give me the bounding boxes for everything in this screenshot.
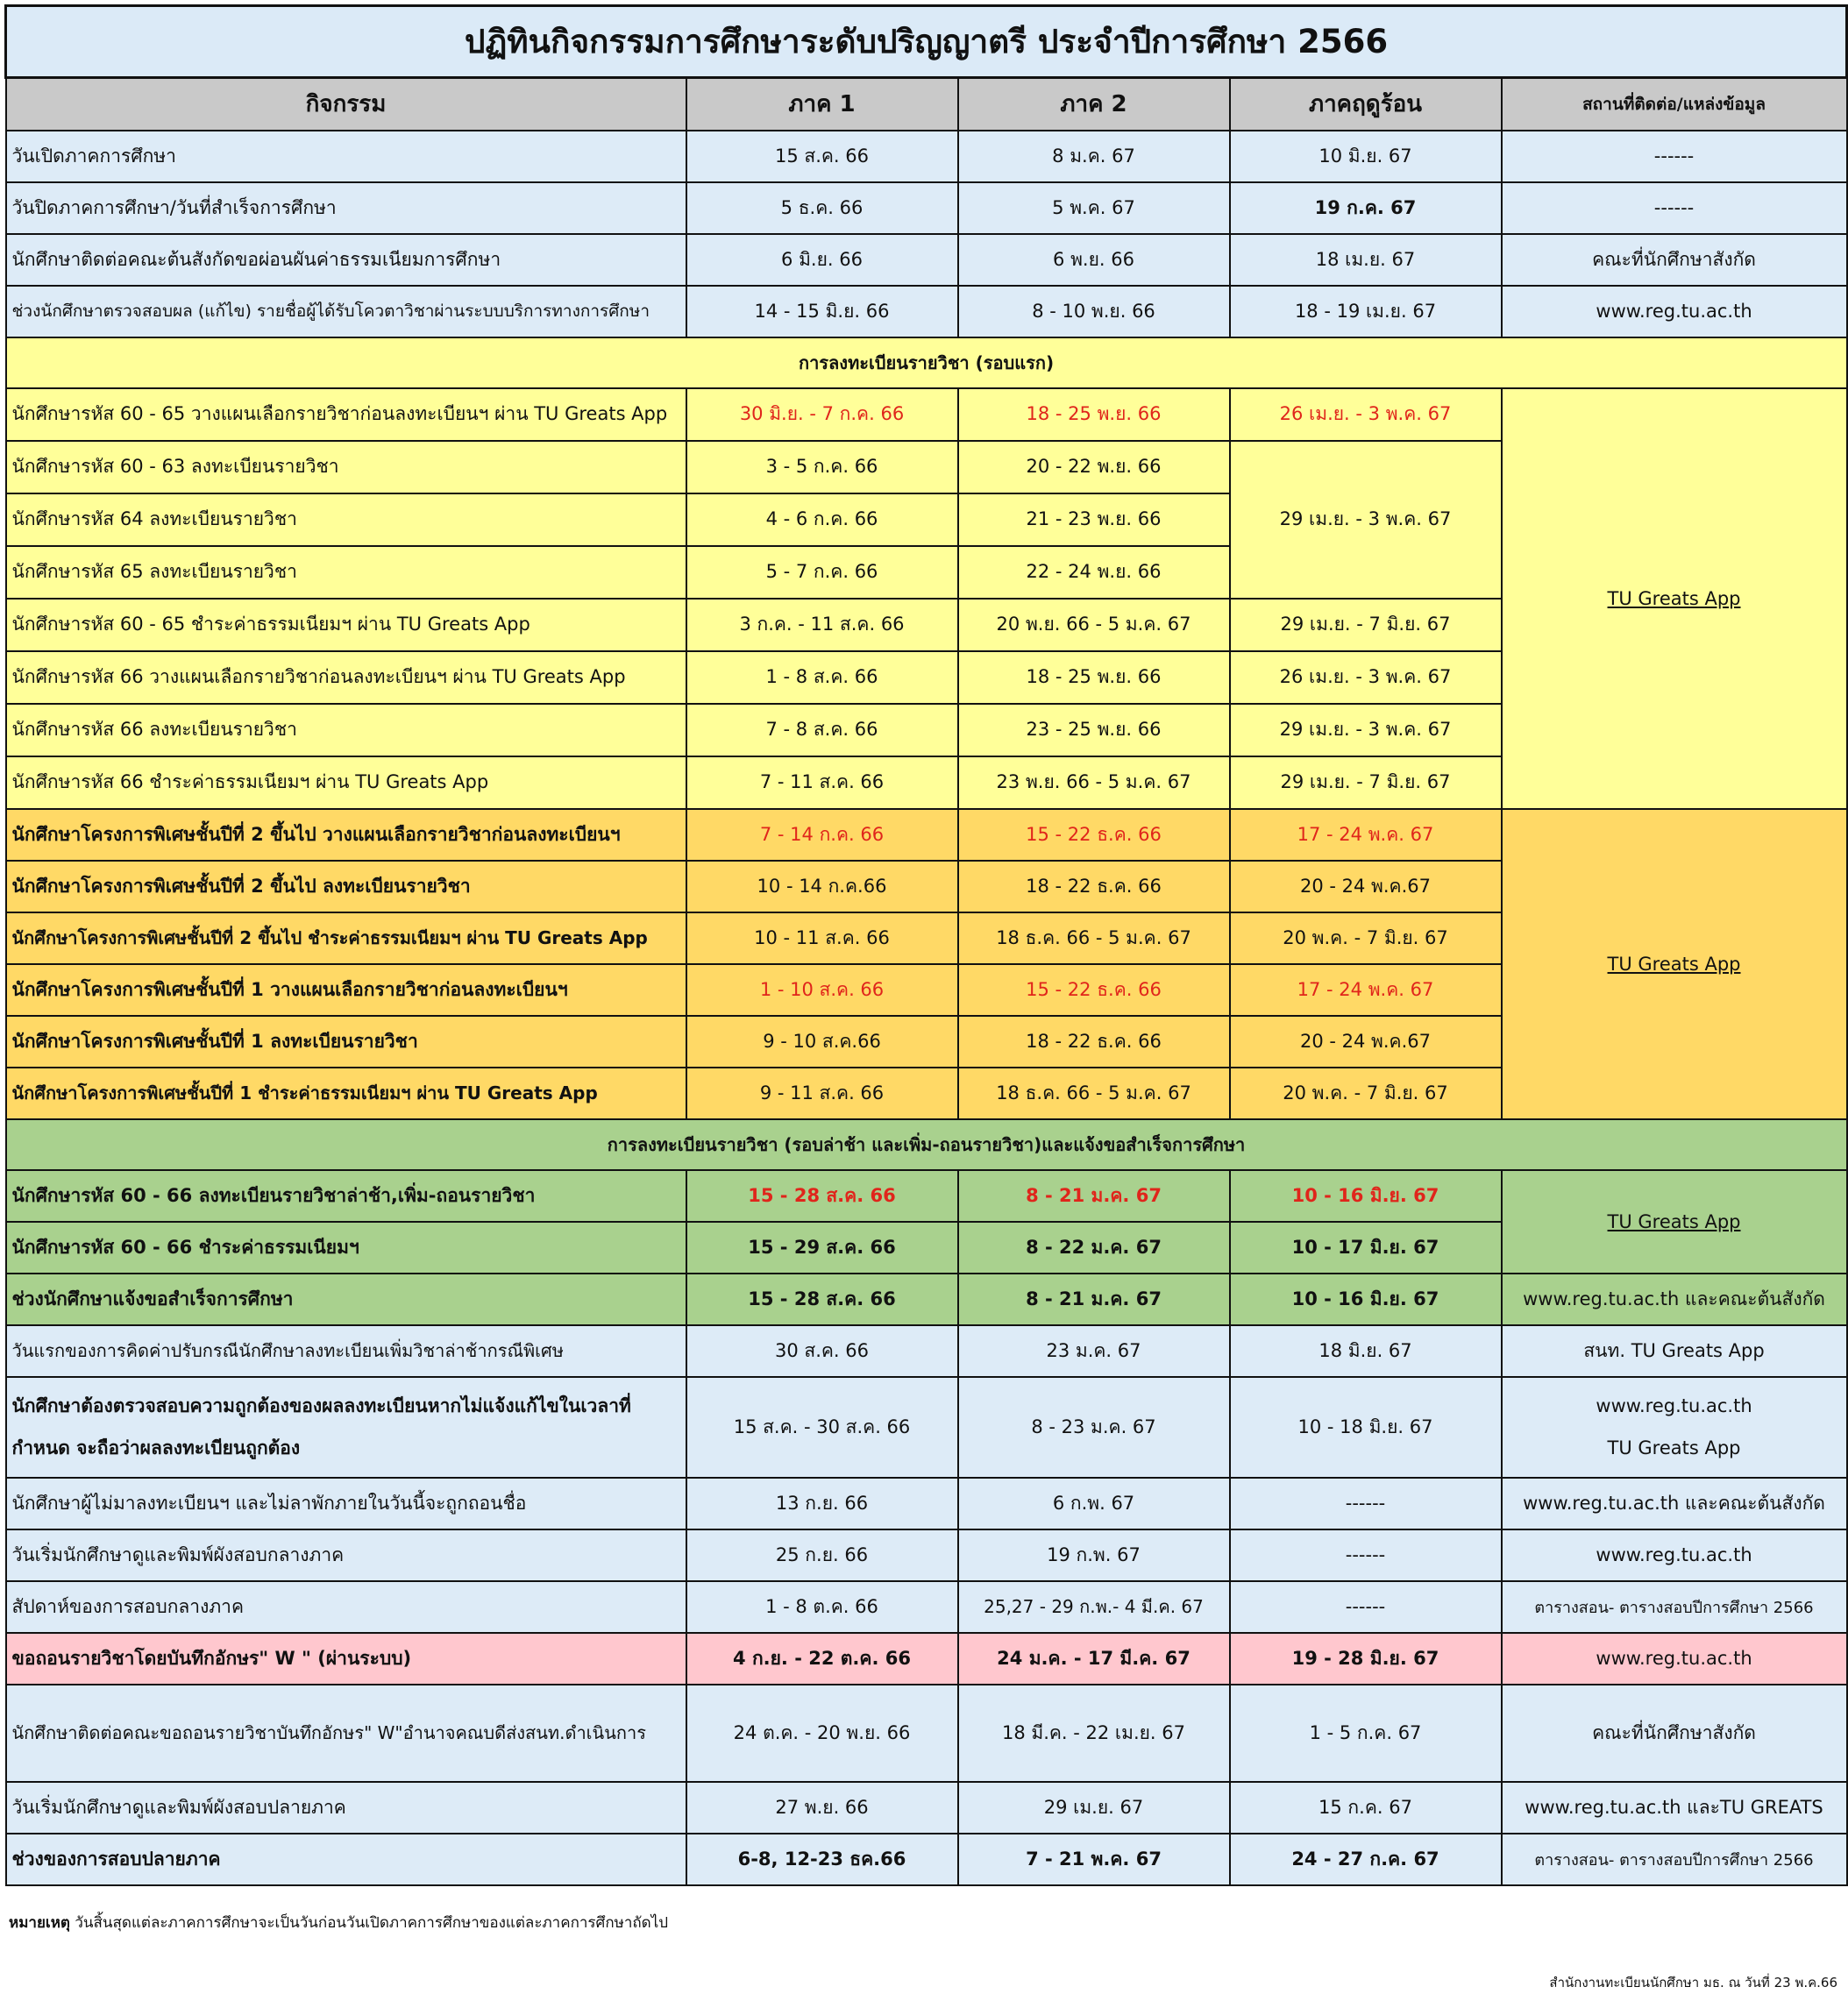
term1-cell: 30 ส.ค. 66 — [686, 1325, 958, 1377]
summer-cell: 19 ก.ค. 67 — [1230, 182, 1502, 234]
summer-cell: 10 มิ.ย. 67 — [1230, 131, 1502, 182]
activity-cell: ขอถอนรายวิชาโดยบันทึกอักษร" W " (ผ่านระบบ) — [6, 1633, 686, 1685]
activity-cell: นักศึกษารหัส 66 ชำระค่าธรรมเนียมฯ ผ่าน TU Greats App — [6, 756, 686, 809]
source-link[interactable]: www.reg.tu.ac.th — [1502, 1633, 1847, 1685]
source-cell: www.reg.tu.ac.th — [1502, 1529, 1847, 1581]
summer-cell: 15 ก.ค. 67 — [1230, 1782, 1502, 1834]
term2-cell: 8 - 21 ม.ค. 67 — [958, 1170, 1230, 1222]
office-footer: สำนักงานทะเบียนนักศึกษา มธ. ณ วันที่ 23 พ.ค.66 — [1549, 1975, 1837, 1990]
activity-cell: นักศึกษารหัส 60 - 65 วางแผนเลือกรายวิชาก่อนลงทะเบียนฯ ผ่าน TU Greats App — [6, 388, 686, 441]
source-link[interactable]: www.reg.tu.ac.th — [1502, 286, 1847, 337]
table-row — [6, 1581, 1847, 1633]
summer-cell: ------ — [1230, 1478, 1502, 1529]
activity-cell: นักศึกษาติดต่อคณะขอถอนรายวิชาบันทึกอักษร" W"อำนาจคณบดีส่งสนท.ดำเนินการ — [6, 1685, 686, 1782]
term1-cell: 10 - 11 ส.ค. 66 — [686, 912, 958, 964]
activity-cell: นักศึกษารหัส 66 ลงทะเบียนรายวิชา — [6, 704, 686, 756]
activity-cell: นักศึกษารหัส 60 - 65 ชำระค่าธรรมเนียมฯ ผ่าน TU Greats App — [6, 599, 686, 651]
section-header-first-round: การลงทะเบียนรายวิชา (รอบแรก) — [6, 337, 1847, 388]
term1-cell: 25 ก.ย. 66 — [686, 1529, 958, 1581]
source-line[interactable]: www.reg.tu.ac.th — [1596, 1395, 1752, 1416]
term2-cell: 18 ธ.ค. 66 - 5 ม.ค. 67 — [958, 912, 1230, 964]
term1-cell: 30 มิ.ย. - 7 ก.ค. 66 — [686, 388, 958, 441]
activity-cell: นักศึกษารหัส 60 - 66 ชำระค่าธรรมเนียมฯ — [6, 1222, 686, 1274]
term1-cell: 1 - 8 ต.ค. 66 — [686, 1581, 958, 1633]
activity-cell: วันเปิดภาคการศึกษา — [6, 131, 686, 182]
activity-cell: นักศึกษาโครงการพิเศษชั้นปีที่ 1 วางแผนเลือกรายวิชาก่อนลงทะเบียนฯ — [6, 964, 686, 1016]
summer-cell: 24 - 27 ก.ค. 67 — [1230, 1834, 1502, 1885]
source-cell: www.reg.tu.ac.th และคณะต้นสังกัด — [1502, 1274, 1847, 1325]
table-row — [6, 182, 1847, 234]
header-activity: กิจกรรม — [6, 78, 686, 131]
term1-cell: 7 - 11 ส.ค. 66 — [686, 756, 958, 809]
summer-cell: 19 - 28 มิ.ย. 67 — [1230, 1633, 1502, 1685]
term2-cell: 8 - 10 พ.ย. 66 — [958, 286, 1230, 337]
table-row — [6, 1834, 1847, 1885]
summer-cell: 26 เม.ย. - 3 พ.ค. 67 — [1230, 388, 1502, 441]
term2-cell: 15 - 22 ธ.ค. 66 — [958, 809, 1230, 861]
term1-cell: 3 - 5 ก.ค. 66 — [686, 441, 958, 493]
summer-cell: 18 เม.ย. 67 — [1230, 234, 1502, 286]
table-row — [6, 1529, 1847, 1581]
term2-cell: 7 - 21 พ.ค. 67 — [958, 1834, 1230, 1885]
summer-cell: 20 พ.ค. - 7 มิ.ย. 67 — [1230, 912, 1502, 964]
term1-cell: 5 ธ.ค. 66 — [686, 182, 958, 234]
source-cell: ตารางสอน- ตารางสอบปีการศึกษา 2566 — [1502, 1834, 1847, 1885]
summer-cell: 20 - 24 พ.ค.67 — [1230, 1016, 1502, 1068]
activity-cell: นักศึกษาผู้ไม่มาลงทะเบียนฯ และไม่ลาพักภายในวันนี้จะถูกถอนชื่อ — [6, 1478, 686, 1529]
source-cell: www.reg.tu.ac.th และคณะต้นสังกัด — [1502, 1478, 1847, 1529]
summer-cell: ------ — [1230, 1581, 1502, 1633]
table-row — [6, 1170, 1847, 1222]
term2-cell: 25,27 - 29 ก.พ.- 4 มี.ค. 67 — [958, 1581, 1230, 1633]
term1-cell: 5 - 7 ก.ค. 66 — [686, 546, 958, 599]
term1-cell: 6-8, 12-23 ธค.66 — [686, 1834, 958, 1885]
term1-cell: 4 - 6 ก.ค. 66 — [686, 493, 958, 546]
summer-cell: 29 เม.ย. - 7 มิ.ย. 67 — [1230, 756, 1502, 809]
summer-cell: 10 - 17 มิ.ย. 67 — [1230, 1222, 1502, 1274]
term1-cell: 1 - 10 ส.ค. 66 — [686, 964, 958, 1016]
term1-cell: 15 ส.ค. 66 — [686, 131, 958, 182]
term1-cell: 15 - 29 ส.ค. 66 — [686, 1222, 958, 1274]
summer-cell: 26 เม.ย. - 3 พ.ค. 67 — [1230, 651, 1502, 704]
term2-cell: 22 - 24 พ.ย. 66 — [958, 546, 1230, 599]
term2-cell: 18 - 25 พ.ย. 66 — [958, 651, 1230, 704]
activity-cell: นักศึกษารหัส 60 - 63 ลงทะเบียนรายวิชา — [6, 441, 686, 493]
activity-cell: นักศึกษาโครงการพิเศษชั้นปีที่ 1 ชำระค่าธรรมเนียมฯ ผ่าน TU Greats App — [6, 1068, 686, 1119]
summer-cell: 18 - 19 เม.ย. 67 — [1230, 286, 1502, 337]
summer-cell: 10 - 16 มิ.ย. 67 — [1230, 1274, 1502, 1325]
term1-cell: 3 ก.ค. - 11 ส.ค. 66 — [686, 599, 958, 651]
footnote-label: หมายเหตุ — [9, 1914, 70, 1932]
term2-cell: 18 ธ.ค. 66 - 5 ม.ค. 67 — [958, 1068, 1230, 1119]
term2-cell: 24 ม.ค. - 17 มี.ค. 67 — [958, 1633, 1230, 1685]
term1-cell: 10 - 14 ก.ค.66 — [686, 861, 958, 912]
term1-cell: 9 - 10 ส.ค.66 — [686, 1016, 958, 1068]
term1-cell: 15 ส.ค. - 30 ส.ค. 66 — [686, 1377, 958, 1478]
term1-cell: 7 - 14 ก.ค. 66 — [686, 809, 958, 861]
header-term2: ภาค 2 — [958, 78, 1230, 131]
activity-cell: นักศึกษารหัส 66 วางแผนเลือกรายวิชาก่อนลงทะเบียนฯ ผ่าน TU Greats App — [6, 651, 686, 704]
activity-cell: ช่วงนักศึกษาแจ้งขอสำเร็จการศึกษา — [6, 1274, 686, 1325]
term1-cell: 27 พ.ย. 66 — [686, 1782, 958, 1834]
activity-cell: นักศึกษาโครงการพิเศษชั้นปีที่ 2 ขึ้นไป วางแผนเลือกรายวิชาก่อนลงทะเบียนฯ — [6, 809, 686, 861]
source-cell: คณะที่นักศึกษาสังกัด — [1502, 234, 1847, 286]
term1-cell: 15 - 28 ส.ค. 66 — [686, 1170, 958, 1222]
term2-cell: 23 - 25 พ.ย. 66 — [958, 704, 1230, 756]
term2-cell: 18 - 22 ธ.ค. 66 — [958, 861, 1230, 912]
term2-cell: 20 พ.ย. 66 - 5 ม.ค. 67 — [958, 599, 1230, 651]
term2-cell: 8 - 22 ม.ค. 67 — [958, 1222, 1230, 1274]
source-line[interactable]: TU Greats App — [1607, 1437, 1741, 1458]
header-term1: ภาค 1 — [686, 78, 958, 131]
table-row — [6, 1782, 1847, 1834]
activity-cell: นักศึกษาติดต่อคณะต้นสังกัดขอผ่อนผันค่าธรรมเนียมการศึกษา — [6, 234, 686, 286]
term1-cell: 9 - 11 ส.ค. 66 — [686, 1068, 958, 1119]
source-cell: ตารางสอน- ตารางสอบปีการศึกษา 2566 — [1502, 1581, 1847, 1633]
activity-cell: วันเริ่มนักศึกษาดูและพิมพ์ผังสอบกลางภาค — [6, 1529, 686, 1581]
section-header-late-registration: การลงทะเบียนรายวิชา (รอบล่าช้า และเพิ่ม-ถอนรายวิชา)และแจ้งขอสำเร็จการศึกษา — [6, 1119, 1847, 1170]
term2-cell: 8 - 23 ม.ค. 67 — [958, 1377, 1230, 1478]
table-row — [6, 131, 1847, 182]
term2-cell: 15 - 22 ธ.ค. 66 — [958, 964, 1230, 1016]
term1-cell: 24 ต.ค. - 20 พ.ย. 66 — [686, 1685, 958, 1782]
summer-cell: 17 - 24 พ.ค. 67 — [1230, 809, 1502, 861]
activity-cell — [6, 1377, 686, 1478]
activity-cell: สัปดาห์ของการสอบกลางภาค — [6, 1581, 686, 1633]
summer-cell: 17 - 24 พ.ค. 67 — [1230, 964, 1502, 1016]
activity-line: กำหนด จะถือว่าผลลงทะเบียนถูกต้อง — [11, 1437, 301, 1458]
term2-cell: 18 มี.ค. - 22 เม.ย. 67 — [958, 1685, 1230, 1782]
source-cell: สนท. TU Greats App — [1502, 1325, 1847, 1377]
source-cell: www.reg.tu.ac.th และTU GREATS — [1502, 1782, 1847, 1834]
activity-cell: นักศึกษารหัส 64 ลงทะเบียนรายวิชา — [6, 493, 686, 546]
summer-cell: 10 - 18 มิ.ย. 67 — [1230, 1377, 1502, 1478]
table-row — [6, 1325, 1847, 1377]
table-row — [6, 234, 1847, 286]
summer-cell: ------ — [1230, 1529, 1502, 1581]
term2-cell: 18 - 22 ธ.ค. 66 — [958, 1016, 1230, 1068]
term2-cell: 19 ก.พ. 67 — [958, 1529, 1230, 1581]
term2-cell: 23 ม.ค. 67 — [958, 1325, 1230, 1377]
term1-cell: 15 - 28 ส.ค. 66 — [686, 1274, 958, 1325]
summer-cell: 10 - 16 มิ.ย. 67 — [1230, 1170, 1502, 1222]
source-cell: คณะที่นักศึกษาสังกัด — [1502, 1685, 1847, 1782]
activity-cell: วันเริ่มนักศึกษาดูและพิมพ์ผังสอบปลายภาค — [6, 1782, 686, 1834]
table-row — [6, 809, 1847, 861]
source-cell: ------ — [1502, 182, 1847, 234]
header-summer: ภาคฤดูร้อน — [1230, 78, 1502, 131]
table-row — [6, 388, 1847, 441]
page-title: ปฏิทินกิจกรรมการศึกษาระดับปริญญาตรี ประจำปีการศึกษา 2566 — [6, 6, 1847, 78]
term1-cell: 13 ก.ย. 66 — [686, 1478, 958, 1529]
term2-cell: 29 เม.ย. 67 — [958, 1782, 1230, 1834]
table-row — [6, 1633, 1847, 1685]
activity-cell: นักศึกษารหัส 60 - 66 ลงทะเบียนรายวิชาล่าช้า,เพิ่ม-ถอนรายวิชา — [6, 1170, 686, 1222]
term2-cell: 6 ก.พ. 67 — [958, 1478, 1230, 1529]
term2-cell: 20 - 22 พ.ย. 66 — [958, 441, 1230, 493]
source-link-tu-greats[interactable]: TU Greats App — [1607, 587, 1741, 609]
header-source: สถานที่ติดต่อ/แหล่งข้อมูล — [1502, 78, 1847, 131]
activity-cell: ช่วงนักศึกษาตรวจสอบผล (แก้ไข) รายชื่อผู้ได้รับโควตาวิชาผ่านระบบบริการทางการศึกษา — [6, 286, 686, 337]
term1-cell: 7 - 8 ส.ค. 66 — [686, 704, 958, 756]
term2-cell: 23 พ.ย. 66 - 5 ม.ค. 67 — [958, 756, 1230, 809]
summer-cell: 18 มิ.ย. 67 — [1230, 1325, 1502, 1377]
activity-cell: นักศึกษาโครงการพิเศษชั้นปีที่ 1 ลงทะเบียนรายวิชา — [6, 1016, 686, 1068]
source-cell — [1502, 1377, 1847, 1478]
term2-cell: 6 พ.ย. 66 — [958, 234, 1230, 286]
activity-cell: นักศึกษาโครงการพิเศษชั้นปีที่ 2 ขึ้นไป ลงทะเบียนรายวิชา — [6, 861, 686, 912]
footnote-text: วันสิ้นสุดแต่ละภาคการศึกษาจะเป็นวันก่อนวันเปิดภาคการศึกษาของแต่ละภาคการศึกษาถัดไป — [69, 1914, 669, 1932]
activity-line: นักศึกษาต้องตรวจสอบความถูกต้องของผลลงทะเบียนหากไม่แจ้งแก้ไขในเวลาที่ — [11, 1395, 631, 1416]
summer-cell: 20 - 24 พ.ค.67 — [1230, 861, 1502, 912]
summer-cell: 1 - 5 ก.ค. 67 — [1230, 1685, 1502, 1782]
activity-cell: วันปิดภาคการศึกษา/วันที่สำเร็จการศึกษา — [6, 182, 686, 234]
footnote — [9, 1911, 668, 1934]
summer-cell: 29 เม.ย. - 7 มิ.ย. 67 — [1230, 599, 1502, 651]
term1-cell: 6 มิ.ย. 66 — [686, 234, 958, 286]
activity-cell: วันแรกของการคิดค่าปรับกรณีนักศึกษาลงทะเบียนเพิ่มวิชาล่าช้ากรณีพิเศษ — [6, 1325, 686, 1377]
activity-cell: ช่วงของการสอบปลายภาค — [6, 1834, 686, 1885]
table-row — [6, 1478, 1847, 1529]
table-row — [6, 1685, 1847, 1782]
term1-cell: 14 - 15 มิ.ย. 66 — [686, 286, 958, 337]
term2-cell: 21 - 23 พ.ย. 66 — [958, 493, 1230, 546]
term1-cell: 4 ก.ย. - 22 ต.ค. 66 — [686, 1633, 958, 1685]
summer-cell: 29 เม.ย. - 3 พ.ค. 67 — [1230, 704, 1502, 756]
table-row — [6, 1274, 1847, 1325]
source-link-tu-greats[interactable]: TU Greats App — [1607, 953, 1741, 975]
source-cell: ------ — [1502, 131, 1847, 182]
academic-calendar-table — [4, 4, 1848, 1886]
term2-cell: 18 - 25 พ.ย. 66 — [958, 388, 1230, 441]
term1-cell: 1 - 8 ส.ค. 66 — [686, 651, 958, 704]
summer-cell: 29 เม.ย. - 3 พ.ค. 67 — [1230, 441, 1502, 599]
table-row — [6, 1377, 1847, 1478]
term2-cell: 8 - 21 ม.ค. 67 — [958, 1274, 1230, 1325]
source-link-tu-greats[interactable]: TU Greats App — [1607, 1210, 1741, 1232]
summer-cell: 20 พ.ค. - 7 มิ.ย. 67 — [1230, 1068, 1502, 1119]
term2-cell: 8 ม.ค. 67 — [958, 131, 1230, 182]
table-row — [6, 286, 1847, 337]
activity-cell: นักศึกษารหัส 65 ลงทะเบียนรายวิชา — [6, 546, 686, 599]
activity-cell: นักศึกษาโครงการพิเศษชั้นปีที่ 2 ขึ้นไป ชำระค่าธรรมเนียมฯ ผ่าน TU Greats App — [6, 912, 686, 964]
term2-cell: 5 พ.ค. 67 — [958, 182, 1230, 234]
